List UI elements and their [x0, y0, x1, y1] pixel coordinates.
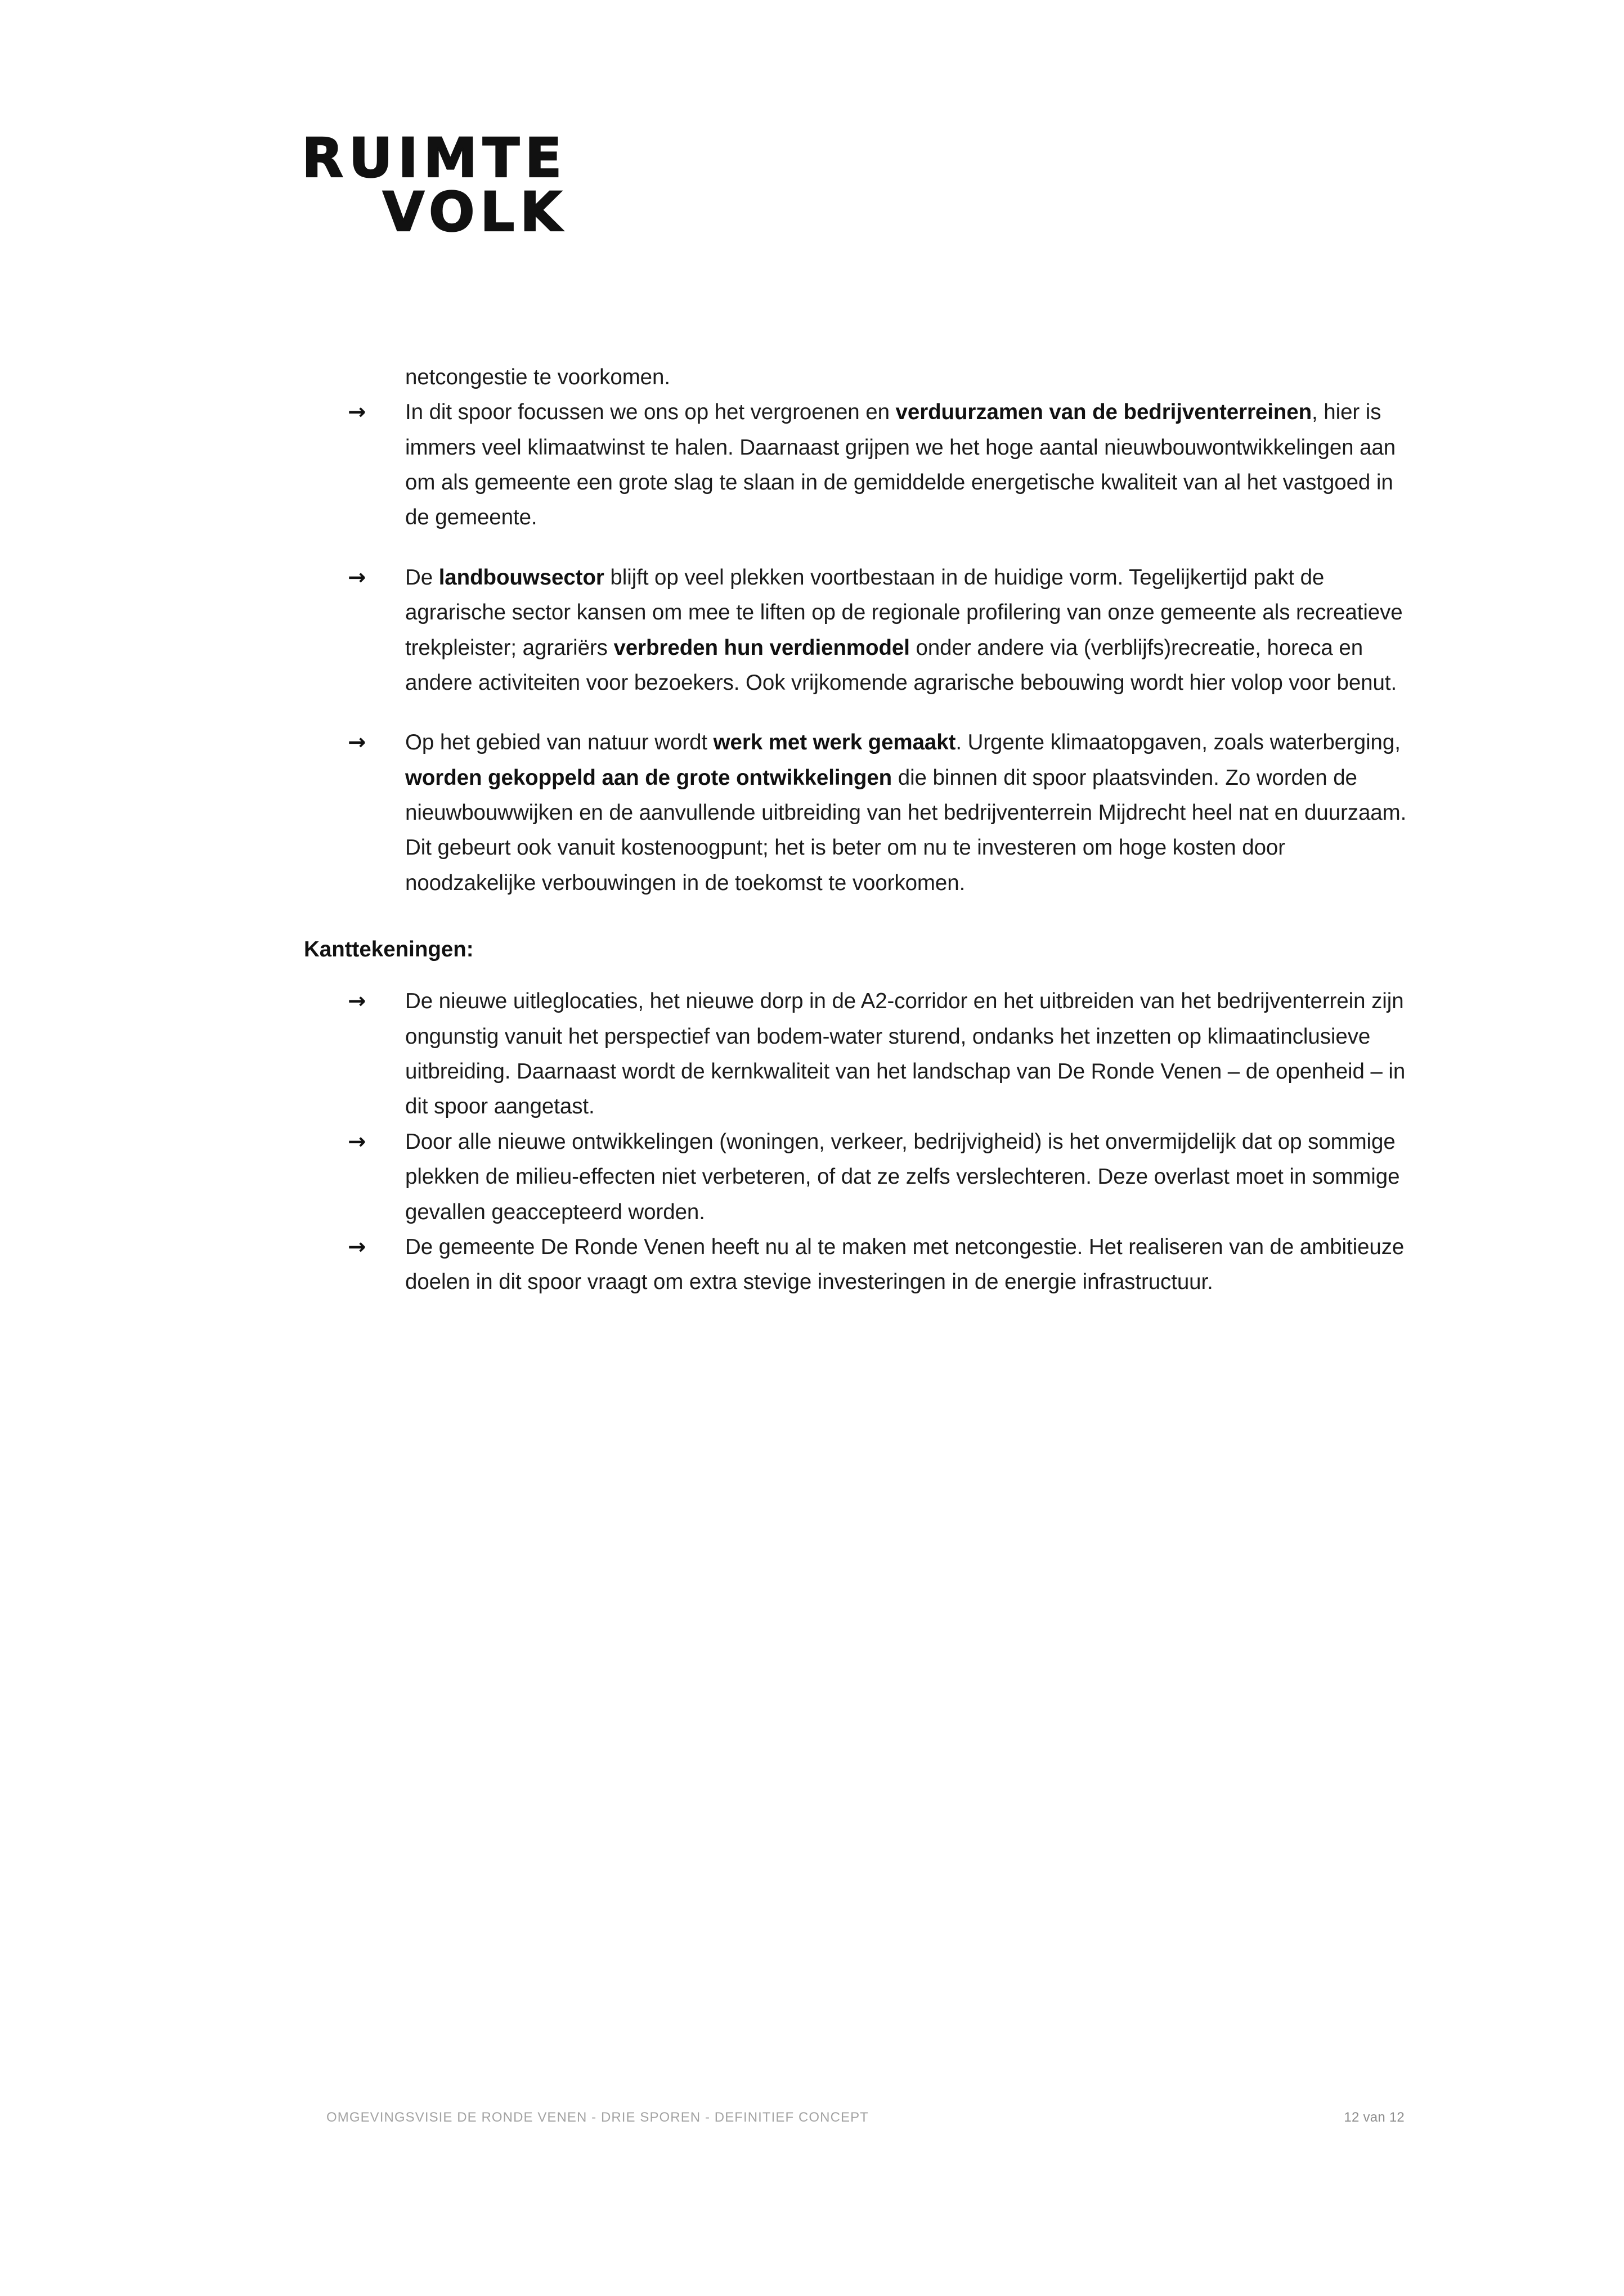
page-footer: [326, 2110, 1405, 2126]
emphasis-text: verduurzamen van de bedrijventerreinen: [895, 400, 1312, 425]
plain-text: De gemeente De Ronde Venen heeft nu al te maken met netcongestie. Het realiseren van de ambitieuze doelen in dit spoor vraagt om extra stevige investeringen in de energie infrastructuur.: [405, 1234, 1405, 1295]
plain-text: onder andere via (verblijfs)recreatie, horeca en andere activiteiten voor bezoekers. Ook vrijkomende agrarische bebouwing wordt hier volop voor benut.: [405, 635, 1397, 695]
list-item-text: [405, 565, 1403, 695]
ruimtevolk-logo: [162, 127, 567, 244]
arrow-bullet-icon: →: [348, 564, 366, 590]
plain-text: die binnen dit spoor plaatsvinden. Zo worden de nieuwbouwwijken en de aanvullende uitbreiding van het bedrijventerrein Mijdrecht heel nat en duurzaam. Dit gebeurt ook vanuit kostenoogpunt; het is beter om nu te investeren om hoge kosten door noodzakelijke verbouwingen in de toekomst te voorkomen.: [405, 765, 1407, 895]
list-item-text: [405, 1235, 1404, 1294]
list-item: [304, 1230, 1407, 1300]
kanttekeningen-bullet-list: [304, 984, 1407, 1300]
plain-text: Door alle nieuwe ontwikkelingen (woningen, verkeer, bedrijvigheid) is het onvermijdelijk dat op sommige plekken de milieu-effecten niet verbeteren, of dat ze zelfs verslechteren. Deze overlast moet in sommige gevallen geaccepteerd worden.: [405, 1129, 1400, 1224]
list-item: [304, 560, 1407, 700]
kanttekeningen-heading: Kanttekeningen:: [304, 937, 474, 962]
arrow-bullet-icon: →: [348, 399, 366, 425]
plain-text: In dit spoor focussen we ons op het vergroenen en: [405, 400, 896, 425]
list-item-text: [405, 989, 1405, 1118]
list-item-text: [405, 1130, 1399, 1224]
emphasis-text: worden gekoppeld aan de grote ontwikkelingen: [405, 765, 892, 790]
plain-text: , hier is immers veel klimaatwinst te halen. Daarnaast grijpen we het hoge aantal nieuwbouwontwikkelingen aan om als gemeente een grote slag te slaan in de gemiddelde energetische kwaliteit van al het vastgoed in de gemeente.: [405, 400, 1396, 530]
logo-line-volk: VOLK: [382, 181, 567, 244]
logo-line-ruimte: RUIMTE: [302, 127, 567, 190]
arrow-bullet-icon: →: [348, 1234, 366, 1260]
arrow-bullet-icon: →: [348, 730, 366, 756]
spoor-bullet-list: [304, 395, 1407, 901]
list-item: [304, 395, 1407, 535]
plain-text: . Urgente klimaatopgaven, zoals waterberging,: [955, 730, 1401, 755]
list-item-text: [405, 400, 1396, 529]
list-item: [304, 1125, 1407, 1230]
footer-document-title: OMGEVINGSVISIE DE RONDE VENEN - DRIE SPOREN - DEFINITIEF CONCEPT: [326, 2110, 869, 2125]
emphasis-text: landbouwsector: [438, 565, 604, 590]
emphasis-text: verbreden hun verdienmodel: [613, 635, 910, 660]
plain-text: Op het gebied van natuur wordt: [405, 730, 714, 755]
plain-text: De nieuwe uitleglocaties, het nieuwe dorp in de A2-corridor en het uitbreiden van het bedrijventerrein zijn ongunstig vanuit het perspectief van bodem-water sturend, ondanks het inzetten op klimaatinclusieve uitbreiding. Daarnaast wordt de kernkwaliteit van het landschap van De Ronde Venen – de openheid – in dit spoor aangetast.: [405, 989, 1406, 1119]
document-body: [304, 360, 1407, 1300]
footer-page-number: 12 van 12: [1344, 2110, 1405, 2125]
list-item: [304, 984, 1407, 1124]
list-item: [304, 725, 1407, 901]
arrow-bullet-icon: →: [348, 1129, 366, 1154]
plain-text: blijft op veel plekken voortbestaan in de huidige vorm. Tegelijkertijd pakt de agrarische sector kansen om mee te liften op de regionale profilering van onze gemeente als recreatieve trekpleister; agrariërs: [405, 565, 1403, 660]
arrow-bullet-icon: →: [348, 989, 366, 1014]
list-item-text: [405, 730, 1406, 895]
plain-text: De: [405, 565, 439, 590]
emphasis-text: werk met werk gemaakt: [713, 730, 956, 755]
lead-paragraph: netcongestie te voorkomen.: [405, 365, 670, 389]
